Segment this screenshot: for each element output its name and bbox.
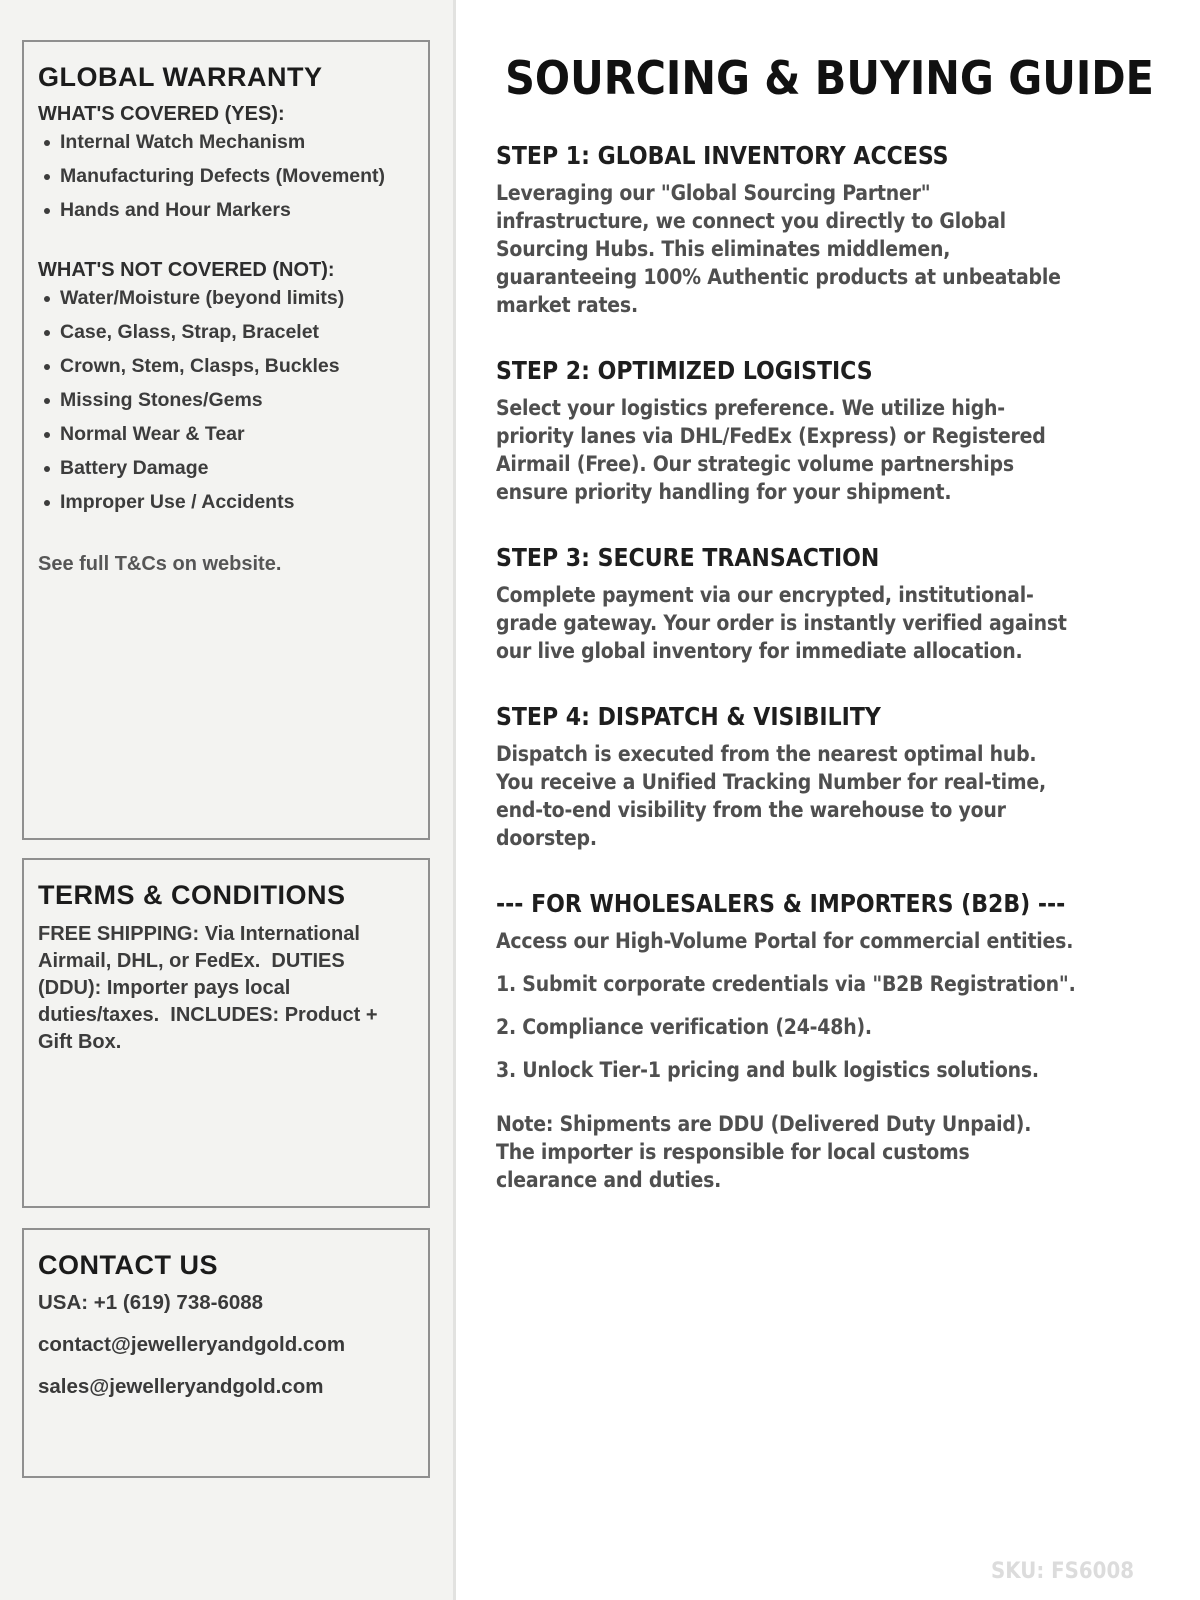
not-covered-heading: WHAT'S NOT COVERED (NOT): bbox=[38, 259, 335, 281]
warranty-footnote: See full T&Cs on website. bbox=[38, 553, 282, 575]
list-item: Battery Damage bbox=[42, 458, 410, 479]
list-item: Crown, Stem, Clasps, Buckles bbox=[42, 356, 410, 377]
list-item: Improper Use / Accidents bbox=[42, 492, 410, 513]
b2b-item-2: 2. Compliance verification (24-48h). bbox=[496, 1015, 872, 1039]
covered-heading: WHAT'S COVERED (YES): bbox=[38, 103, 285, 125]
list-item: Case, Glass, Strap, Bracelet bbox=[42, 322, 410, 343]
b2b-item-3: 3. Unlock Tier-1 pricing and bulk logistics solutions. bbox=[496, 1058, 1039, 1082]
list-item: Hands and Hour Markers bbox=[42, 200, 410, 221]
step-4-heading: STEP 4: DISPATCH & VISIBILITY bbox=[496, 702, 881, 731]
b2b-heading: --- FOR WHOLESALERS & IMPORTERS (B2B) --- bbox=[496, 889, 1066, 918]
b2b-note: Note: Shipments are DDU (Delivered Duty Unpaid). The importer is responsible for local customs clearance and duties. bbox=[496, 1112, 1032, 1192]
contact-email: contact@jewelleryandgold.com bbox=[38, 1333, 346, 1356]
b2b-item-1: 1. Submit corporate credentials via "B2B Registration". bbox=[496, 972, 1076, 996]
not-covered-list bbox=[42, 288, 410, 513]
step-2-heading: STEP 2: OPTIMIZED LOGISTICS bbox=[496, 356, 873, 385]
step-3-body: Complete payment via our encrypted, institutional-grade gateway. Your order is instantly verified against our live global inventory for immediate allocation. bbox=[496, 583, 1067, 663]
list-item: Water/Moisture (beyond limits) bbox=[42, 288, 410, 309]
list-item: Manufacturing Defects (Movement) bbox=[42, 166, 410, 187]
guide-content bbox=[496, 142, 1116, 1194]
contact-title: CONTACT US bbox=[38, 1250, 218, 1280]
list-item: Missing Stones/Gems bbox=[42, 390, 410, 411]
sidebar bbox=[0, 0, 456, 1600]
b2b-intro: Access our High-Volume Portal for commercial entities. bbox=[496, 929, 1074, 953]
terms-body: FREE SHIPPING: Via International Airmail, DHL, or FedEx. DUTIES (DDU): Importer pays local duties/taxes. INCLUDES: Product + Gift Box. bbox=[38, 923, 384, 1053]
covered-list bbox=[42, 132, 410, 221]
page-title: SOURCING & BUYING GUIDE bbox=[505, 51, 1154, 105]
warranty-panel bbox=[22, 40, 430, 840]
step-2-body: Select your logistics preference. We utilize high-priority lanes via DHL/FedEx (Express) or Registered Airmail (Free). Our strategic volume partnerships ensure priority handling for your shipment. bbox=[496, 396, 1046, 504]
list-item: Internal Watch Mechanism bbox=[42, 132, 410, 153]
list-item: Normal Wear & Tear bbox=[42, 424, 410, 445]
step-4-body: Dispatch is executed from the nearest optimal hub. You receive a Unified Tracking Number for real-time, end-to-end visibility from the warehouse to your doorstep. bbox=[496, 742, 1046, 850]
sku-label: SKU: FS6008 bbox=[991, 1559, 1134, 1584]
terms-panel bbox=[22, 858, 430, 1208]
sales-email: sales@jewelleryandgold.com bbox=[38, 1375, 324, 1398]
contact-phone: USA: +1 (619) 738-6088 bbox=[38, 1291, 264, 1314]
warranty-title: GLOBAL WARRANTY bbox=[38, 62, 323, 92]
step-1-body: Leveraging our "Global Sourcing Partner" infrastructure, we connect you directly to Global Sourcing Hubs. This eliminates middlemen, guaranteeing 100% Authentic products at unbeatable market rates. bbox=[496, 181, 1061, 317]
main-guide bbox=[459, 0, 1200, 1600]
contact-panel bbox=[22, 1228, 430, 1478]
terms-title: TERMS & CONDITIONS bbox=[38, 880, 346, 910]
step-3-heading: STEP 3: SECURE TRANSACTION bbox=[496, 543, 880, 572]
step-1-heading: STEP 1: GLOBAL INVENTORY ACCESS bbox=[496, 141, 949, 170]
